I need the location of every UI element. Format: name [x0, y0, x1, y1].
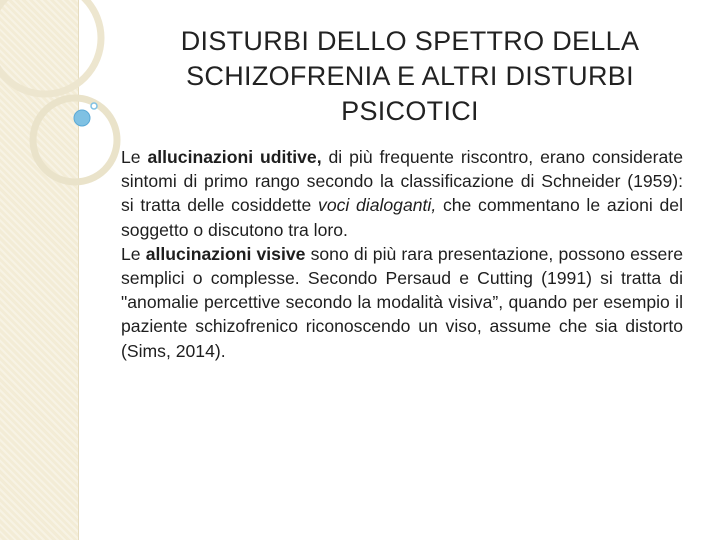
text-segment: Le [121, 243, 146, 264]
text-segment: che commentano le azioni del soggetto o discutono tra loro. [121, 195, 683, 240]
term-auditory-hallucinations: allucinazioni uditive, [147, 147, 322, 167]
slide-body [121, 145, 683, 363]
slide-title [120, 24, 700, 129]
term-visual-hallucinations: allucinazioni visive [145, 243, 306, 264]
paragraph-auditory [121, 145, 683, 242]
title-line-1: DISTURBI DELLO SPETTRO DELLA [180, 26, 640, 56]
term-dialoguing-voices: voci dialoganti, [318, 195, 437, 216]
paragraph-visual [121, 242, 683, 363]
small-blue-ring [91, 103, 97, 109]
text-segment: di più frequente riscontro, erano considerate sintomi di primo rango secondo la classificazione di Schneider (1959): si tratta delle cosiddette [121, 147, 683, 216]
text-segment: Le [121, 147, 148, 167]
title-line-2: SCHIZOFRENIA E ALTRI DISTURBI [186, 61, 634, 91]
title-line-3: PSICOTICI [341, 96, 479, 126]
side-band [0, 0, 79, 540]
text-segment: sono di più rara presentazione, possono essere semplici o complesse. Secondo Persaud e Cutting (1991) si tratta di "anomalie percettive secondo la modalità visiva”, quando per esempio il paziente schizofrenico riconoscendo un viso, assume che sia distorto (Sims, 2014). [121, 243, 683, 361]
